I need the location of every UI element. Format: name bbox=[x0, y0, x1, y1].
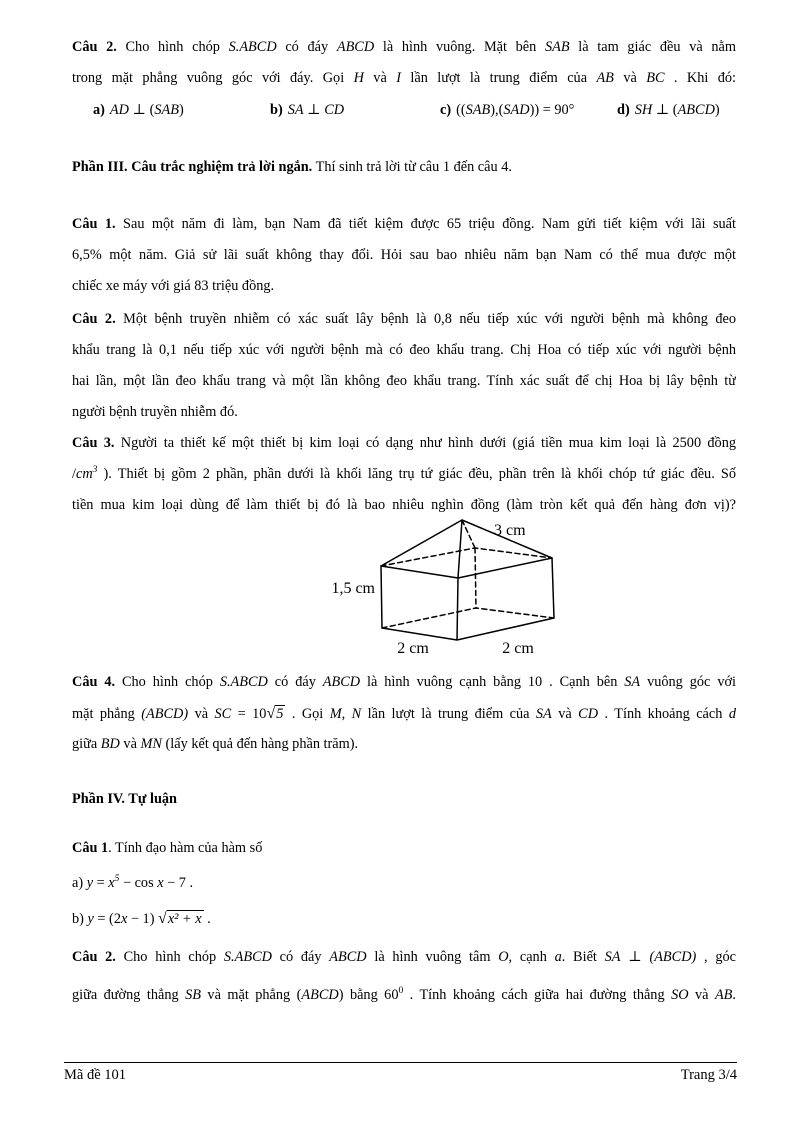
p4-q1-heading: Câu 1. Tính đạo hàm của hàm số bbox=[72, 840, 263, 856]
figure-container bbox=[328, 505, 736, 665]
figure-hidden-edges bbox=[381, 520, 554, 628]
p2-q2-options bbox=[72, 98, 736, 122]
p4-q1-item-a: a) $y = x^5 - \cos x - 7$ . bbox=[72, 874, 194, 891]
p3-q4-line-3: giữa BD và MN (lấy kết quả đến hàng phần trăm). bbox=[72, 736, 359, 752]
p3-q3-line-1: Câu 3. Người ta thiết kế một thiết bị kim loại có dạng như hình dưới (giá tiền mua kim loại là 2500 đồng bbox=[72, 435, 736, 451]
option-c-formula: ((SAB),(SAD)) = 90° bbox=[456, 102, 575, 118]
figure-label-top: 3 cm bbox=[494, 522, 526, 539]
footer-page-number: Trang 3/4 bbox=[680, 1067, 737, 1083]
p3-q3-line-3: tiền mua kim loại dùng để làm thiết bị đó là bao nhiêu nghìn đồng (làm tròn kết quả đến hàng đơn vị)? bbox=[72, 497, 736, 513]
figure-label-bottom-right: 2 cm bbox=[502, 640, 534, 657]
p3-q2-line-1: Câu 2. Một bệnh truyền nhiễm có xác suất lây bệnh là 0,8 nếu tiếp xúc với người bệnh mà không đeo bbox=[72, 311, 736, 327]
p3-q4-line-2: mặt phẳng (ABCD) và SC = 10√5 . Gọi M, N lần lượt là trung điểm của SA và CD . Tính khoảng cách d bbox=[72, 705, 736, 722]
option-c bbox=[440, 98, 617, 122]
p3-q1-line-3: chiếc xe máy với giá 83 triệu đồng. bbox=[72, 278, 275, 294]
option-d-label: d) bbox=[617, 102, 630, 118]
option-d bbox=[617, 98, 736, 122]
option-a bbox=[93, 98, 270, 122]
option-b-label: b) bbox=[270, 102, 283, 118]
p3-q4-line-1: Câu 4. Cho hình chóp S.ABCD có đáy ABCD là hình vuông cạnh bằng 10 . Cạnh bên SA vuông góc với bbox=[72, 674, 736, 690]
figure-label-bottom-left: 2 cm bbox=[397, 640, 429, 657]
p4-q1-item-b: b) y = (2x − 1) √x² + x . bbox=[72, 910, 211, 927]
prism-pyramid-figure bbox=[328, 505, 628, 665]
part3-question-2 bbox=[72, 304, 736, 428]
part3-question-4 bbox=[72, 667, 736, 760]
option-d-formula: SH ⊥ (ABCD) bbox=[634, 102, 720, 118]
page-footer bbox=[64, 1062, 737, 1084]
figure-label-left: 1,5 cm bbox=[331, 580, 375, 597]
option-b bbox=[270, 98, 440, 122]
part4-header: Phần IV. Tự luận bbox=[72, 791, 178, 807]
part4-question-2 bbox=[72, 938, 736, 1014]
part3-header: Phần III. Câu trắc nghiệm trả lời ngắn. Thí sinh trả lời từ câu 1 đến câu 4. bbox=[72, 159, 512, 175]
option-a-formula: AD ⊥ (SAB) bbox=[109, 102, 184, 118]
p2-q2-line-2: trong mặt phẳng vuông góc với đáy. Gọi H và I lần lượt là trung điểm của AB và BC . Khi đó: bbox=[72, 70, 736, 86]
p3-q2-line-2: khẩu trang là 0,1 nếu tiếp xúc với người bệnh mà có đeo khẩu trang. Chị Hoa có tiếp xúc với người bệnh bbox=[72, 342, 736, 358]
p4-q2-line-2: giữa đường thẳng SB và mặt phẳng (ABCD) bằng $60^0$ . Tính khoảng cách giữa hai đường thẳng SO và AB. bbox=[72, 986, 736, 1003]
p3-q2-line-3: hai lần, một lần đeo khẩu trang và một lần không đeo khẩu trang. Tính xác suất để chị Hoa bị lây bệnh từ bbox=[72, 373, 736, 389]
p2-q2-line-1: Câu 2. Cho hình chóp S.ABCD có đáy ABCD là hình vuông. Mặt bên SAB là tam giác đều và nằm bbox=[72, 39, 736, 55]
option-b-formula: SA ⊥ CD bbox=[287, 102, 345, 118]
p3-q3-line-2: $/cm^3$ ). Thiết bị gồm 2 phần, phần dưới là khối lăng trụ tứ giác đều, phần trên là khối chóp tứ giác đều. Số bbox=[72, 465, 736, 482]
footer-exam-code: Mã đề 101 bbox=[64, 1067, 127, 1083]
part2-question-2 bbox=[72, 32, 736, 122]
part3-question-1 bbox=[72, 209, 736, 302]
exam-content bbox=[72, 32, 736, 1014]
p3-q1-line-1: Câu 1. Sau một năm đi làm, bạn Nam đã tiết kiệm được 65 triệu đồng. Nam gửi tiết kiệm với lãi suất bbox=[72, 216, 736, 232]
p3-q1-line-2: 6,5% một năm. Giả sử lãi suất không thay đổi. Hỏi sau bao nhiêu năm bạn Nam có thể mua được một bbox=[72, 247, 736, 263]
p3-q2-line-4: người bệnh truyền nhiễm đó. bbox=[72, 404, 238, 420]
option-a-label: a) bbox=[93, 102, 105, 118]
part4-question-1 bbox=[72, 833, 736, 936]
option-c-label: c) bbox=[440, 102, 452, 118]
p4-q2-line-1: Câu 2. Cho hình chóp S.ABCD có đáy ABCD là hình vuông tâm O, cạnh a. Biết SA ⊥ (ABCD) , góc bbox=[72, 949, 736, 965]
